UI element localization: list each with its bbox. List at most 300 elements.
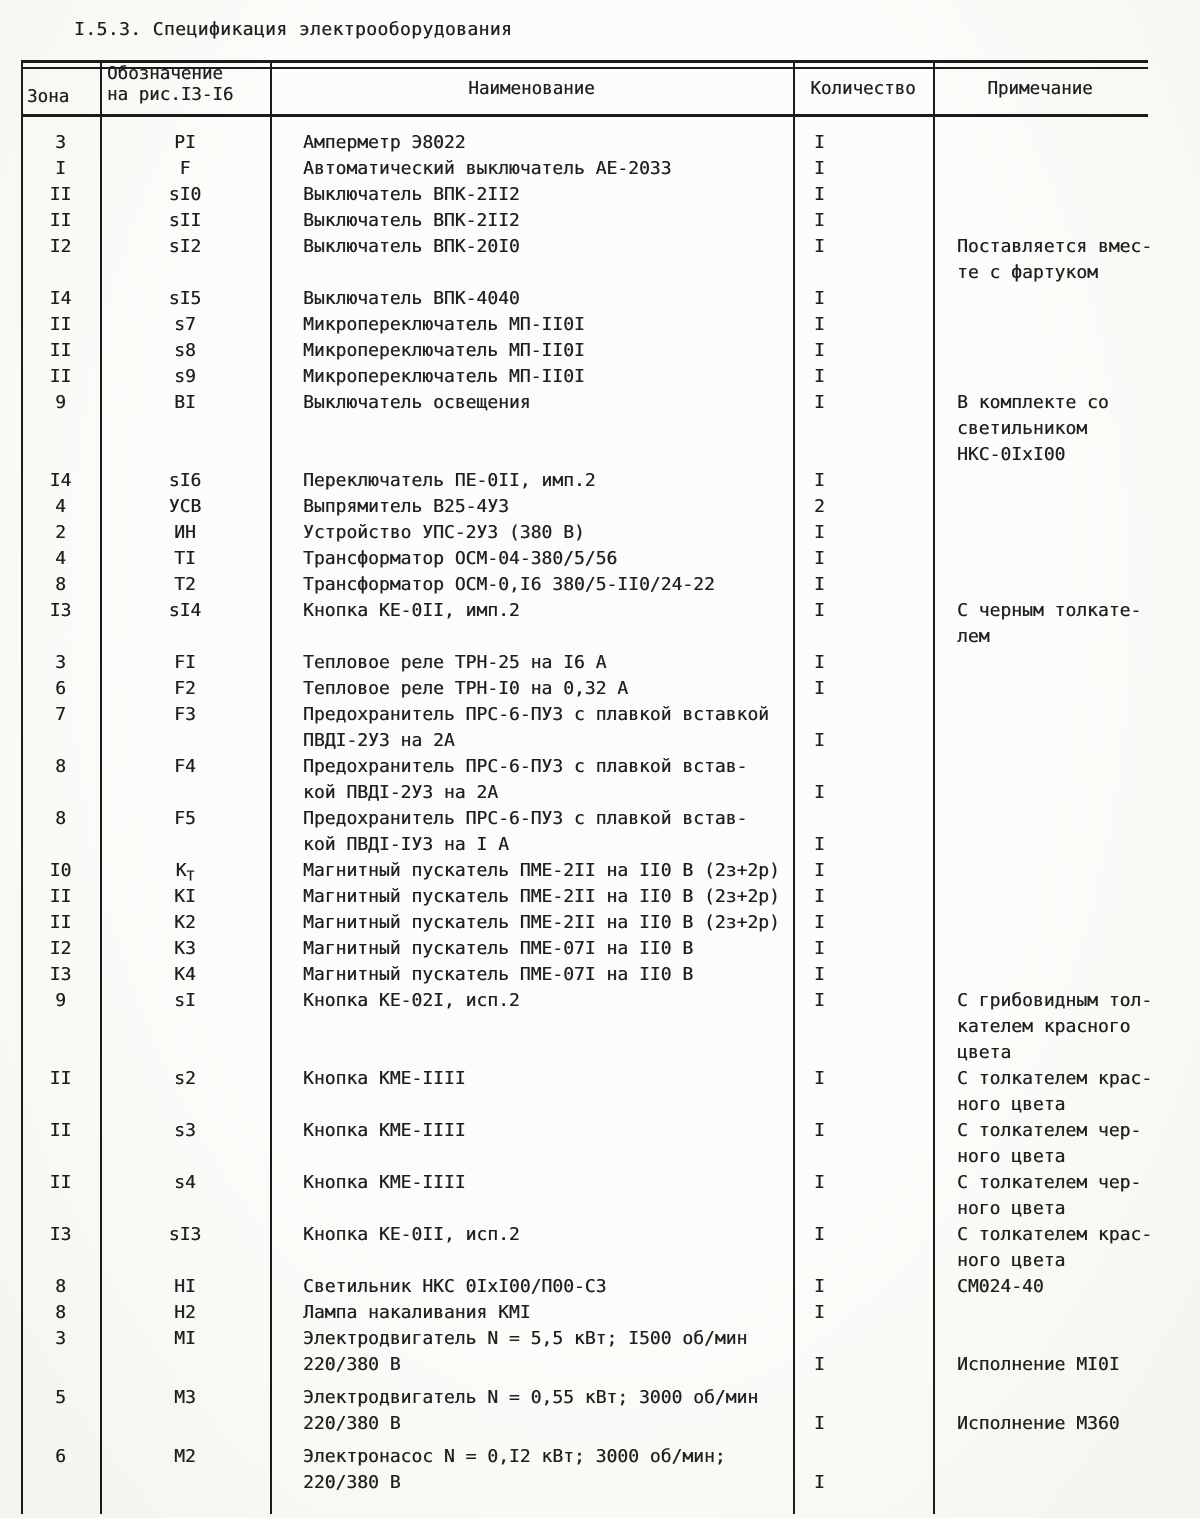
cell-ref: sI0 bbox=[168, 184, 202, 205]
cell-zone: 3 bbox=[55, 652, 66, 673]
cell-zone: 7 bbox=[55, 704, 66, 725]
cell-name: Электронасос N = 0,I2 кВт; 3000 об/мин; bbox=[303, 1446, 726, 1467]
cell-qty bbox=[793, 624, 933, 650]
column-header-zone: Зона bbox=[27, 87, 70, 107]
cell-zone: 3 bbox=[55, 1328, 66, 1349]
column-header-ref-line2: на рис.I3-I6 bbox=[107, 85, 234, 105]
cell-note bbox=[933, 806, 1147, 832]
cell-qty bbox=[793, 416, 933, 442]
cell-ref: sI bbox=[174, 990, 196, 1011]
table-row bbox=[21, 1144, 1148, 1170]
cell-ref: Т2 bbox=[174, 574, 196, 595]
cell-note bbox=[933, 286, 1147, 312]
cell-note: Исполнение М360 bbox=[957, 1413, 1120, 1434]
table-row bbox=[21, 598, 1148, 624]
cell-name: Магнитный пускатель ПМЕ-2II на II0 В (2з+2р) bbox=[303, 912, 780, 933]
cell-note bbox=[933, 754, 1147, 780]
cell-qty bbox=[793, 1385, 933, 1411]
cell-name: Микропереключатель МП-II0I bbox=[303, 366, 585, 387]
table-row bbox=[21, 702, 1148, 728]
cell-qty: I bbox=[814, 210, 825, 231]
cell-qty: I bbox=[814, 288, 825, 309]
cell-zone bbox=[21, 624, 100, 650]
cell-name: Магнитный пускатель ПМЕ-2II на II0 В (2з+2р) bbox=[303, 860, 780, 881]
cell-ref: sI6 bbox=[168, 470, 202, 491]
cell-ref: F bbox=[179, 158, 191, 179]
cell-ref bbox=[100, 780, 270, 806]
table-row bbox=[21, 1274, 1148, 1300]
table-row bbox=[21, 1222, 1153, 1248]
cell-qty: I bbox=[814, 1120, 825, 1141]
cell-qty: I bbox=[814, 1354, 825, 1375]
cell-zone: 4 bbox=[55, 496, 66, 517]
column-header-name: Наименование bbox=[468, 79, 595, 99]
cell-ref: s7 bbox=[174, 314, 196, 335]
cell-qty: I bbox=[814, 652, 825, 673]
cell-name bbox=[270, 1196, 793, 1222]
cell-qty: I bbox=[814, 314, 825, 335]
cell-zone: 8 bbox=[55, 756, 66, 777]
cell-ref bbox=[100, 442, 270, 468]
cell-name: Выключатель ВПК-2II2 bbox=[303, 184, 520, 205]
cell-ref: sI4 bbox=[168, 600, 202, 621]
table-row bbox=[21, 650, 1148, 676]
cell-name: Предохранитель ПРС-6-ПУЗ с плавкой вставкой bbox=[303, 704, 769, 725]
table-row bbox=[21, 546, 1148, 572]
cell-ref bbox=[100, 1352, 270, 1378]
cell-qty bbox=[793, 1196, 933, 1222]
cell-qty: I bbox=[814, 158, 825, 179]
cell-ref bbox=[100, 728, 270, 754]
cell-note: Поставляется вмес- bbox=[957, 236, 1153, 257]
cell-qty: I bbox=[814, 574, 825, 595]
cell-name: кой ПВДI-2УЗ на 2А bbox=[303, 782, 499, 803]
cell-ref: s4 bbox=[174, 1172, 196, 1193]
cell-ref bbox=[100, 1411, 270, 1437]
cell-ref bbox=[100, 1040, 270, 1066]
table-row bbox=[21, 624, 1148, 650]
cell-name bbox=[270, 416, 793, 442]
table-row bbox=[21, 390, 1148, 416]
cell-ref: s2 bbox=[174, 1068, 196, 1089]
cell-zone: II bbox=[49, 886, 72, 907]
cell-name bbox=[270, 1040, 793, 1066]
cell-ref bbox=[100, 1144, 270, 1170]
cell-zone: II bbox=[49, 340, 72, 361]
cell-name: Кнопка КМЕ-IIII bbox=[303, 1068, 466, 1089]
cell-qty: I bbox=[814, 1276, 825, 1297]
cell-name: Трансформатор ОСМ-0,I6 380/5-II0/24-22 bbox=[303, 574, 715, 595]
cell-qty bbox=[793, 1092, 933, 1118]
cell-note bbox=[933, 1470, 1147, 1496]
cell-zone: II bbox=[49, 366, 72, 387]
cell-name: Выключатель ВПК-4040 bbox=[303, 288, 520, 309]
cell-zone bbox=[21, 1092, 100, 1118]
table-row bbox=[21, 1411, 1148, 1437]
cell-qty bbox=[793, 1444, 933, 1470]
cell-ref: НI bbox=[174, 1276, 196, 1297]
cell-zone: I4 bbox=[49, 470, 72, 491]
cell-ref bbox=[100, 1248, 270, 1274]
cell-note: С толкателем чер- bbox=[957, 1120, 1142, 1141]
cell-note: ного цвета bbox=[957, 1146, 1066, 1167]
cell-note: С толкателем чер- bbox=[957, 1172, 1142, 1193]
cell-ref: К2 bbox=[174, 912, 196, 933]
cell-note bbox=[933, 910, 1147, 936]
table-row bbox=[21, 1170, 1148, 1196]
cell-note: ного цвета bbox=[957, 1198, 1066, 1219]
cell-ref: s8 bbox=[174, 340, 196, 361]
table-row bbox=[21, 234, 1153, 260]
table-top-border-outer bbox=[21, 60, 1148, 63]
cell-zone: 8 bbox=[55, 808, 66, 829]
cell-zone bbox=[21, 1144, 100, 1170]
cell-ref: ТI bbox=[174, 548, 196, 569]
cell-qty: I bbox=[814, 990, 825, 1011]
cell-ref: К4 bbox=[174, 964, 196, 985]
cell-zone: 8 bbox=[55, 574, 66, 595]
cell-zone bbox=[21, 260, 100, 286]
cell-name bbox=[270, 1092, 793, 1118]
column-header-ref bbox=[107, 64, 233, 106]
cell-note: СМ024-40 bbox=[957, 1276, 1044, 1297]
cell-name: Лампа накаливания КМI bbox=[303, 1302, 531, 1323]
cell-qty: I bbox=[814, 1413, 825, 1434]
cell-zone bbox=[21, 1352, 100, 1378]
cell-zone: I4 bbox=[49, 288, 72, 309]
cell-note bbox=[933, 338, 1147, 364]
cell-qty bbox=[793, 1248, 933, 1274]
cell-ref: КI bbox=[174, 886, 196, 907]
cell-note bbox=[933, 572, 1147, 598]
cell-qty: I bbox=[814, 132, 825, 153]
table-row bbox=[21, 338, 1148, 364]
cell-note bbox=[933, 546, 1147, 572]
cell-qty: 2 bbox=[814, 496, 825, 517]
column-header-ref-line1: Обозначение bbox=[107, 64, 223, 84]
cell-ref: sII bbox=[168, 210, 202, 231]
cell-zone bbox=[21, 442, 100, 468]
cell-zone bbox=[21, 1470, 100, 1496]
cell-note bbox=[933, 208, 1147, 234]
cell-qty bbox=[793, 1144, 933, 1170]
cell-name: Кнопка КМЕ-IIII bbox=[303, 1120, 466, 1141]
table-header-bottom-border bbox=[21, 114, 1148, 117]
cell-note: НКС-0IхI00 bbox=[957, 444, 1066, 465]
cell-note bbox=[933, 312, 1147, 338]
table-row bbox=[21, 1014, 1148, 1040]
cell-ref bbox=[100, 416, 270, 442]
cell-qty: I bbox=[814, 1172, 825, 1193]
cell-name: Магнитный пускатель ПМЕ-07I на II0 В bbox=[303, 964, 694, 985]
table-row bbox=[21, 780, 1148, 806]
cell-zone: II bbox=[49, 184, 72, 205]
cell-name: Предохранитель ПРС-6-ПУЗ с плавкой встав- bbox=[303, 808, 748, 829]
cell-ref: sI5 bbox=[168, 288, 202, 309]
cell-ref bbox=[100, 624, 270, 650]
page-title: I.5.3. Спецификация электрооборудования bbox=[74, 19, 513, 40]
cell-qty bbox=[793, 702, 933, 728]
cell-zone: 3 bbox=[55, 132, 66, 153]
table-row bbox=[21, 468, 1148, 494]
cell-ref bbox=[100, 1196, 270, 1222]
cell-name: Кнопка КЕ-02I, исп.2 bbox=[303, 990, 520, 1011]
cell-name: Магнитный пускатель ПМЕ-2II на II0 В (2з+2р) bbox=[303, 886, 780, 907]
cell-ref: F5 bbox=[174, 808, 196, 829]
table-row bbox=[21, 364, 1148, 390]
cell-ref: F4 bbox=[174, 756, 196, 777]
cell-name: Устройство УПС-2УЗ (380 В) bbox=[303, 522, 585, 543]
cell-ref: Н2 bbox=[174, 1302, 196, 1323]
cell-note: С толкателем крас- bbox=[957, 1068, 1153, 1089]
cell-ref: FI bbox=[174, 652, 196, 673]
cell-note bbox=[933, 780, 1147, 806]
table-row bbox=[21, 858, 1148, 884]
cell-zone bbox=[21, 1040, 100, 1066]
cell-qty: I bbox=[814, 184, 825, 205]
cell-note: С толкателем крас- bbox=[957, 1224, 1153, 1245]
cell-ref: F3 bbox=[174, 704, 196, 725]
cell-note: В комплекте со bbox=[957, 392, 1109, 413]
cell-qty bbox=[793, 1014, 933, 1040]
cell-name bbox=[270, 1248, 793, 1274]
cell-name: Выключатель ВПК-20I0 bbox=[303, 236, 520, 257]
cell-qty: I bbox=[814, 834, 825, 855]
cell-name: кой ПВДI-IУЗ на I А bbox=[303, 834, 509, 855]
cell-name: 220/380 В bbox=[303, 1472, 401, 1493]
cell-note: лем bbox=[957, 626, 990, 647]
cell-qty: I bbox=[814, 1068, 825, 1089]
cell-zone: 8 bbox=[55, 1302, 66, 1323]
cell-qty bbox=[793, 260, 933, 286]
cell-name bbox=[270, 260, 793, 286]
table-row bbox=[21, 442, 1148, 468]
cell-zone: 8 bbox=[55, 1276, 66, 1297]
cell-name: Автоматический выключатель АЕ-2033 bbox=[303, 158, 672, 179]
table-row bbox=[21, 494, 1148, 520]
cell-note bbox=[933, 728, 1147, 754]
cell-name: Электродвигатель N = 5,5 кВт; I500 об/мин bbox=[303, 1328, 748, 1349]
cell-ref bbox=[100, 832, 270, 858]
cell-note bbox=[933, 832, 1147, 858]
cell-note bbox=[933, 182, 1147, 208]
cell-ref: К3 bbox=[174, 938, 196, 959]
table-row bbox=[21, 182, 1148, 208]
cell-note bbox=[933, 676, 1147, 702]
cell-zone bbox=[21, 1014, 100, 1040]
table-row bbox=[21, 260, 1148, 286]
cell-name: Электродвигатель N = 0,55 кВт; 3000 об/мин bbox=[303, 1387, 759, 1408]
cell-zone: 9 bbox=[55, 990, 66, 1011]
cell-note bbox=[933, 130, 1147, 156]
cell-zone bbox=[21, 780, 100, 806]
table-row bbox=[21, 1470, 1148, 1496]
cell-qty: I bbox=[814, 236, 825, 257]
cell-qty: I bbox=[814, 938, 825, 959]
ref-subscript: Т bbox=[186, 869, 195, 885]
cell-zone: I3 bbox=[49, 964, 72, 985]
cell-zone: II bbox=[49, 912, 72, 933]
cell-note bbox=[933, 364, 1147, 390]
column-header-qty: Количество bbox=[810, 79, 916, 99]
cell-qty: I bbox=[814, 522, 825, 543]
cell-name: Трансформатор ОСМ-04-380/5/56 bbox=[303, 548, 618, 569]
cell-qty: I bbox=[814, 548, 825, 569]
table-row bbox=[21, 988, 1153, 1014]
cell-note: Исполнение МI0I bbox=[957, 1354, 1120, 1375]
cell-qty bbox=[793, 1040, 933, 1066]
table-row bbox=[21, 884, 1148, 910]
cell-qty: I bbox=[814, 600, 825, 621]
table-row bbox=[21, 572, 1148, 598]
table-body bbox=[21, 130, 1153, 1496]
cell-qty: I bbox=[814, 1224, 825, 1245]
cell-zone: II bbox=[49, 210, 72, 231]
cell-note bbox=[933, 702, 1147, 728]
cell-qty bbox=[793, 806, 933, 832]
cell-note bbox=[933, 1326, 1147, 1352]
cell-zone: I0 bbox=[49, 860, 72, 881]
cell-zone bbox=[21, 1196, 100, 1222]
cell-ref: М2 bbox=[174, 1446, 196, 1467]
cell-qty bbox=[793, 442, 933, 468]
cell-qty: I bbox=[814, 912, 825, 933]
cell-qty: I bbox=[814, 860, 825, 881]
cell-note bbox=[933, 962, 1147, 988]
cell-zone: II bbox=[49, 1120, 72, 1141]
column-header-note: Примечание bbox=[987, 79, 1093, 99]
cell-note: кателем красного bbox=[957, 1016, 1131, 1037]
cell-qty: I bbox=[814, 392, 825, 413]
cell-name: ПВДI-2УЗ на 2А bbox=[303, 730, 455, 751]
cell-ref: sI3 bbox=[168, 1224, 202, 1245]
cell-name: 220/380 В bbox=[303, 1413, 401, 1434]
cell-ref: s3 bbox=[174, 1120, 196, 1141]
table-row bbox=[21, 910, 1148, 936]
table-row bbox=[21, 1300, 1148, 1326]
cell-zone: 6 bbox=[55, 1446, 66, 1467]
cell-zone bbox=[21, 832, 100, 858]
cell-note bbox=[933, 468, 1147, 494]
cell-zone: 5 bbox=[55, 1387, 66, 1408]
cell-zone: 4 bbox=[55, 548, 66, 569]
cell-qty: I bbox=[814, 366, 825, 387]
table-row bbox=[21, 1196, 1148, 1222]
cell-zone: 9 bbox=[55, 392, 66, 413]
table-row bbox=[21, 208, 1148, 234]
cell-zone: I2 bbox=[49, 938, 72, 959]
table-row bbox=[21, 130, 1148, 156]
cell-note: цвета bbox=[957, 1042, 1012, 1063]
cell-note: ного цвета bbox=[957, 1250, 1066, 1271]
table-row bbox=[21, 286, 1148, 312]
cell-ref: F2 bbox=[174, 678, 196, 699]
cell-ref bbox=[100, 1470, 270, 1496]
table-row bbox=[21, 832, 1148, 858]
cell-name bbox=[270, 1144, 793, 1170]
cell-name bbox=[270, 1014, 793, 1040]
cell-qty: I bbox=[814, 340, 825, 361]
cell-zone bbox=[21, 1248, 100, 1274]
cell-note bbox=[933, 1444, 1147, 1470]
cell-note bbox=[933, 936, 1147, 962]
table-row bbox=[21, 1444, 1148, 1470]
cell-name: Микропереключатель МП-II0I bbox=[303, 340, 585, 361]
cell-name: Тепловое реле ТРН-25 на I6 А bbox=[303, 652, 607, 673]
cell-name: Выпрямитель В25-4УЗ bbox=[303, 496, 509, 517]
cell-qty: I bbox=[814, 886, 825, 907]
cell-note: светильником bbox=[957, 418, 1088, 439]
cell-zone: II bbox=[49, 314, 72, 335]
table-row bbox=[21, 1352, 1148, 1378]
table-row bbox=[21, 1248, 1148, 1274]
cell-zone: II bbox=[49, 1068, 72, 1089]
cell-note bbox=[933, 884, 1147, 910]
cell-name: Тепловое реле ТРН-I0 на 0,32 А bbox=[303, 678, 629, 699]
cell-ref: s9 bbox=[174, 366, 196, 387]
cell-zone: II bbox=[49, 1172, 72, 1193]
cell-name: Кнопка КЕ-0II, имп.2 bbox=[303, 600, 520, 621]
cell-ref: МI bbox=[174, 1328, 196, 1349]
cell-zone: 2 bbox=[55, 522, 66, 543]
cell-note bbox=[933, 156, 1147, 182]
cell-ref: PI bbox=[174, 132, 196, 153]
cell-ref bbox=[100, 1092, 270, 1118]
cell-ref: УСВ bbox=[168, 496, 202, 517]
cell-zone bbox=[21, 1411, 100, 1437]
table-row bbox=[21, 962, 1148, 988]
cell-name: Кнопка КМЕ-IIII bbox=[303, 1172, 466, 1193]
table-row bbox=[21, 1066, 1153, 1092]
cell-note bbox=[933, 858, 1147, 884]
cell-name bbox=[270, 442, 793, 468]
cell-note bbox=[933, 520, 1147, 546]
cell-qty: I bbox=[814, 470, 825, 491]
cell-name: Кнопка КЕ-0II, исп.2 bbox=[303, 1224, 520, 1245]
table-row bbox=[21, 156, 1148, 182]
cell-note bbox=[933, 1385, 1147, 1411]
cell-name: Выключатель ВПК-2II2 bbox=[303, 210, 520, 231]
cell-ref bbox=[100, 1014, 270, 1040]
cell-ref: ВI bbox=[174, 392, 196, 413]
cell-note: ного цвета bbox=[957, 1094, 1066, 1115]
cell-name bbox=[270, 624, 793, 650]
table-row bbox=[21, 416, 1148, 442]
cell-name: Переключатель ПЕ-0II, имп.2 bbox=[303, 470, 596, 491]
cell-zone bbox=[21, 416, 100, 442]
cell-note bbox=[933, 1300, 1147, 1326]
cell-name: Светильник НКС 0IхI00/П00-СЗ bbox=[303, 1276, 607, 1297]
cell-ref: М3 bbox=[174, 1387, 196, 1408]
table-row bbox=[21, 1326, 1148, 1352]
cell-note: те с фартуком bbox=[957, 262, 1098, 283]
cell-zone bbox=[21, 728, 100, 754]
cell-name: Амперметр Э8022 bbox=[303, 132, 466, 153]
cell-note bbox=[933, 650, 1147, 676]
cell-name: 220/380 В bbox=[303, 1354, 401, 1375]
table-row bbox=[21, 1092, 1148, 1118]
cell-qty bbox=[793, 1326, 933, 1352]
cell-qty: I bbox=[814, 1472, 825, 1493]
cell-note: С черным толкате- bbox=[957, 600, 1142, 621]
cell-name: Предохранитель ПРС-6-ПУЗ с плавкой встав- bbox=[303, 756, 748, 777]
table-row bbox=[21, 312, 1148, 338]
cell-qty: I bbox=[814, 1302, 825, 1323]
table-row bbox=[21, 754, 1148, 780]
cell-zone: I bbox=[55, 158, 66, 179]
cell-zone: 6 bbox=[55, 678, 66, 699]
cell-zone: I3 bbox=[49, 1224, 72, 1245]
